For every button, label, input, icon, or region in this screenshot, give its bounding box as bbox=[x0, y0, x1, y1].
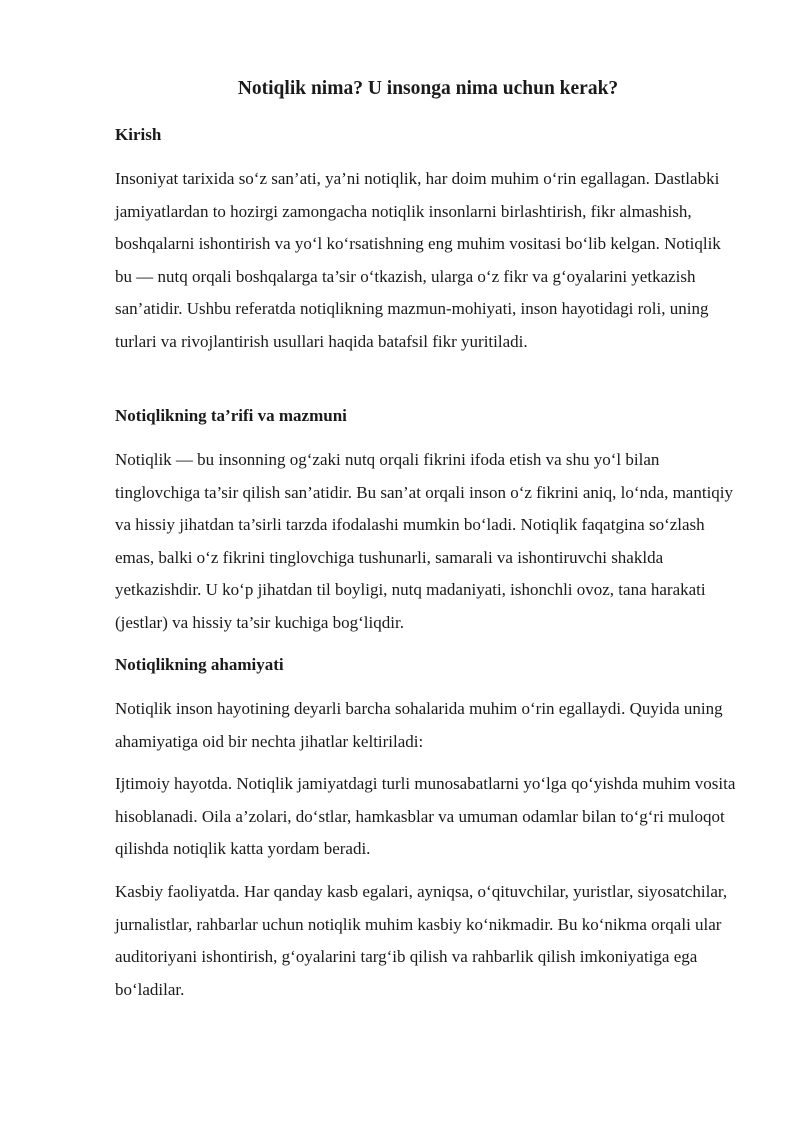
paragraph-definition: Notiqlik — bu insonning og‘zaki nutq orqali fikrini ifoda etish va shu yo‘l bilan tinglovchiga ta’sir qilish san’atidir. Bu san’at orqali inson o‘z fikrini aniq, lo‘nda, mantiqiy va hissiy jihatdan ta’sirli tarzda ifodalashi mumkin bo‘ladi. Notiqlik faqatgina so‘zlash emas, balki o‘z fikrini tinglovchiga tushunarli, samarali va ishontiruvchi shaklda yetkazishdir. U ko‘p jihatdan til boyligi, nutq madaniyati, ishonchli ovoz, tana harakati (jestlar) va hissiy ta’sir kuchiga bog‘liqdir. bbox=[115, 450, 734, 632]
paragraph-social-life: Ijtimoiy hayotda. Notiqlik jamiyatdagi turli munosabatlarni yo‘lga qo‘yishda muhim vosita hisoblanadi. Oila a’zolari, do‘stlar, hamkasblar va umuman odamlar bilan to‘g‘ri muloqot qilishda notiqlik katta yordam beradi. bbox=[115, 774, 736, 858]
section-heading-intro: Kirish bbox=[115, 125, 162, 144]
paragraph-intro: Insoniyat tarixida so‘z san’ati, ya’ni notiqlik, har doim muhim o‘rin egallagan. Dastlabki jamiyatlardan to hozirgi zamongacha notiqlik insonlarni birlashtirish, fikr almashish, boshqalarni ishontirish va yo‘l ko‘rsatishning eng muhim vositasi bo‘lib kelgan. Notiqlik bu — nutq orqali boshqalarga ta’sir o‘tkazish, ularga o‘z fikr va g‘oyalarini yetkazish san’atidir. Ushbu referatda notiqlikning mazmun-mohiyati, inson hayotidagi roli, uning turlari va rivojlantirish usullari haqida batafsil fikr yuritiladi. bbox=[115, 169, 721, 351]
section-heading-importance: Notiqlikning ahamiyati bbox=[115, 655, 284, 674]
section-heading-definition: Notiqlikning ta’rifi va mazmuni bbox=[115, 406, 347, 425]
document-title: Notiqlik nima? U insonga nima uchun kerak? bbox=[237, 78, 619, 99]
paragraph-professional-life: Kasbiy faoliyatda. Har qanday kasb egalari, ayniqsa, o‘qituvchilar, yuristlar, siyosatchilar, jurnalistlar, rahbarlar uchun notiqlik muhim kasbiy ko‘nikmadir. Bu ko‘nikma orqali ular auditoriyani ishontirish, g‘oyalarini targ‘ib qilish va rahbarlik qilish imkoniyatiga ega bo‘ladilar. bbox=[115, 882, 728, 999]
paragraph-importance-intro: Notiqlik inson hayotining deyarli barcha sohalarida muhim o‘rin egallaydi. Quyida uning ahamiyatiga oid bir nechta jihatlar keltiriladi: bbox=[115, 699, 723, 751]
